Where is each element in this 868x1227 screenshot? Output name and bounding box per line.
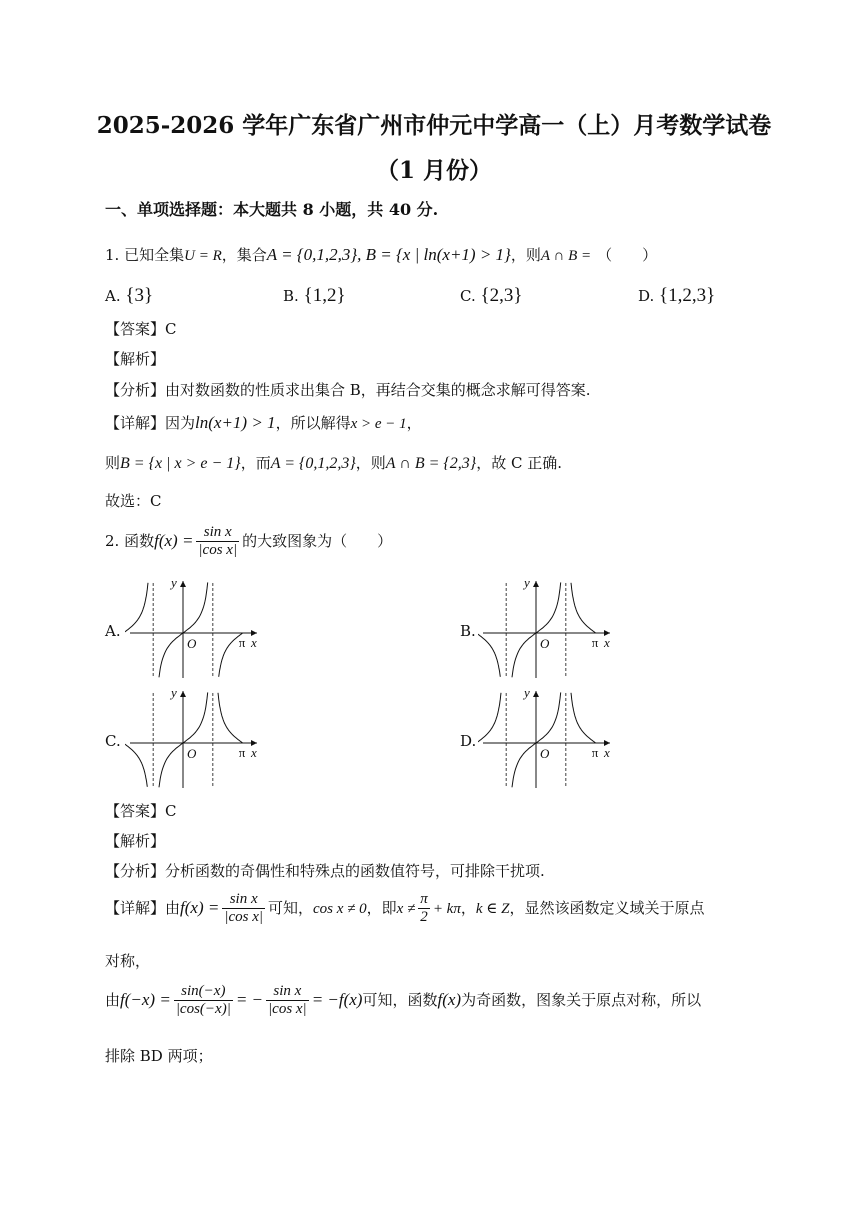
- pi-label: π: [238, 635, 246, 650]
- math-expr: A = {0,1,2,3}: [270, 455, 356, 472]
- numerator: sin(−x): [174, 983, 233, 1001]
- pi-label: π: [238, 745, 246, 760]
- fraction: [222, 891, 265, 927]
- numerator: sin x: [266, 983, 309, 1001]
- option-label: C.: [460, 287, 476, 305]
- answer-line: 【答案】C: [105, 802, 177, 820]
- text: ，: [460, 898, 476, 917]
- math-expr: B = {x | x > e − 1}: [120, 455, 241, 472]
- math-fx: f(x) =: [154, 530, 194, 550]
- math-fx: f(x) =: [180, 897, 220, 917]
- math-expr: x ≠: [396, 900, 416, 917]
- text: ，即: [366, 898, 397, 917]
- fraction: [196, 524, 239, 560]
- y-axis-label: y: [524, 575, 530, 590]
- y-axis-arrow: [533, 581, 539, 587]
- x-axis-label: x: [604, 635, 610, 650]
- denominator: |cos(−x)|: [175, 1001, 231, 1018]
- conclusion-line: 故选：C: [105, 492, 162, 510]
- y-axis-arrow: [180, 581, 186, 587]
- graph-option-c: [125, 685, 265, 790]
- analysis-heading: 【解析】: [105, 350, 166, 368]
- answer-blank: （ ）: [597, 246, 658, 264]
- math-expr: + kπ: [432, 900, 461, 917]
- math-expr: cos x ≠ 0: [313, 900, 367, 917]
- question-1-stem: [105, 244, 657, 265]
- option-d: [638, 285, 715, 307]
- x-axis-label: x: [251, 635, 257, 650]
- option-value: {2,3}: [480, 285, 523, 306]
- math-expr: x > e − 1: [350, 416, 407, 432]
- math-expr: = −: [235, 989, 264, 1009]
- math-expr: = −f(x): [311, 989, 363, 1009]
- graph-option-b-label: B.: [460, 622, 476, 640]
- denominator: 2: [420, 909, 428, 926]
- text: ，故 C 正确.: [476, 454, 562, 472]
- origin-label: O: [540, 746, 550, 761]
- graph-option-d-label: D.: [460, 732, 477, 750]
- numerator: π: [418, 891, 430, 909]
- graph-option-a-label: A.: [105, 622, 121, 640]
- stem-text: ，集合: [221, 246, 267, 264]
- denominator: |cos x|: [268, 1001, 307, 1018]
- text: ，而: [240, 454, 271, 472]
- text: 则: [105, 454, 121, 472]
- denominator: |cos x|: [198, 542, 238, 559]
- numerator: sin x: [222, 891, 265, 909]
- function-curve: [125, 583, 148, 633]
- function-curve: [218, 693, 243, 743]
- fraction: [266, 983, 309, 1019]
- origin-label: O: [540, 636, 550, 651]
- page-subtitle: （1 月份）: [375, 157, 492, 184]
- option-label: B.: [283, 287, 299, 305]
- stem-text: ，则: [510, 246, 541, 264]
- math-expr: ln(x+1) > 1: [195, 413, 276, 432]
- text: ，则: [355, 454, 386, 472]
- analysis-heading: 【解析】: [105, 832, 166, 850]
- x-axis-label: x: [604, 745, 610, 760]
- detail-line-1: [105, 891, 705, 927]
- text: 可知，: [267, 898, 313, 917]
- option-value: {3}: [125, 285, 154, 306]
- math-intersection: A ∩ B =: [540, 248, 592, 264]
- origin-label: O: [187, 636, 197, 651]
- question-number: 2.: [105, 531, 120, 550]
- function-curve: [125, 743, 147, 787]
- numerator: sin x: [196, 524, 239, 542]
- text: ，显然该函数定义域关于原点: [509, 898, 705, 917]
- y-axis-arrow: [180, 691, 186, 697]
- question-number: 1.: [105, 246, 120, 264]
- text: 可知，函数: [362, 990, 438, 1009]
- graph-option-b: [478, 575, 618, 680]
- page-title: 2025-2026 学年广东省广州市仲元中学高一（上）月考数学试卷: [96, 112, 772, 139]
- y-axis-label: y: [171, 685, 177, 700]
- text: 【详解】由: [105, 898, 181, 917]
- option-label: D.: [638, 287, 655, 305]
- detail-line-1-cont: 对称，: [105, 952, 151, 970]
- option-value: {1,2}: [303, 285, 346, 306]
- section-heading: 一、单项选择题：本大题共 8 小题，共 40 分.: [105, 200, 439, 219]
- math-expr: f(x): [437, 989, 462, 1009]
- text: 为奇函数，图象关于原点对称，所以: [461, 990, 702, 1009]
- function-curve: [478, 633, 500, 677]
- detail-line-2-cont: 排除 BD 两项；: [105, 1047, 213, 1065]
- stem-text: 函数: [124, 531, 155, 550]
- option-label: A.: [105, 287, 121, 305]
- function-curve: [571, 693, 596, 743]
- fenxi-line: 【分析】由对数函数的性质求出集合 B，再结合交集的概念求解可得答案.: [105, 381, 591, 399]
- fraction: [174, 983, 233, 1019]
- text: ，所以解得: [275, 414, 351, 432]
- y-axis-label: y: [171, 575, 177, 590]
- text: 由: [105, 990, 121, 1009]
- function-curve: [478, 693, 501, 743]
- option-value: {1,2,3}: [659, 285, 716, 306]
- option-b: [283, 285, 346, 307]
- detail-line-2: [105, 983, 701, 1019]
- graph-option-d: [478, 685, 618, 790]
- x-axis-label: x: [251, 745, 257, 760]
- math-expr: k ∈ Z: [475, 900, 510, 917]
- math-expr: A ∩ B = {2,3}: [385, 455, 477, 472]
- option-a: [105, 285, 153, 307]
- graph-option-a: [125, 575, 265, 680]
- stem-text: 已知全集: [124, 246, 185, 264]
- pi-label: π: [591, 745, 599, 760]
- origin-label: O: [187, 746, 197, 761]
- detail-line-2: [105, 452, 562, 473]
- pi-label: π: [591, 635, 599, 650]
- text: 【详解】因为: [105, 414, 196, 432]
- detail-line-1: [105, 412, 422, 433]
- graph-option-c-label: C.: [105, 732, 121, 750]
- text: ，: [406, 414, 422, 432]
- math-universal-set: U = R: [184, 248, 222, 264]
- fraction: [418, 891, 430, 927]
- question-2-stem: [105, 524, 392, 560]
- math-expr: f(−x) =: [120, 989, 171, 1009]
- stem-text: 的大致图象为（ ）: [242, 531, 393, 550]
- function-curve: [571, 583, 596, 633]
- fenxi-line: 【分析】分析函数的奇偶性和特殊点的函数值符号，可排除干扰项.: [105, 862, 545, 880]
- math-sets: A = {0,1,2,3}, B = {x | ln(x+1) > 1}: [266, 245, 511, 264]
- answer-line: 【答案】C: [105, 320, 177, 338]
- y-axis-arrow: [533, 691, 539, 697]
- y-axis-label: y: [524, 685, 530, 700]
- option-c: [460, 285, 523, 307]
- denominator: |cos x|: [224, 909, 263, 926]
